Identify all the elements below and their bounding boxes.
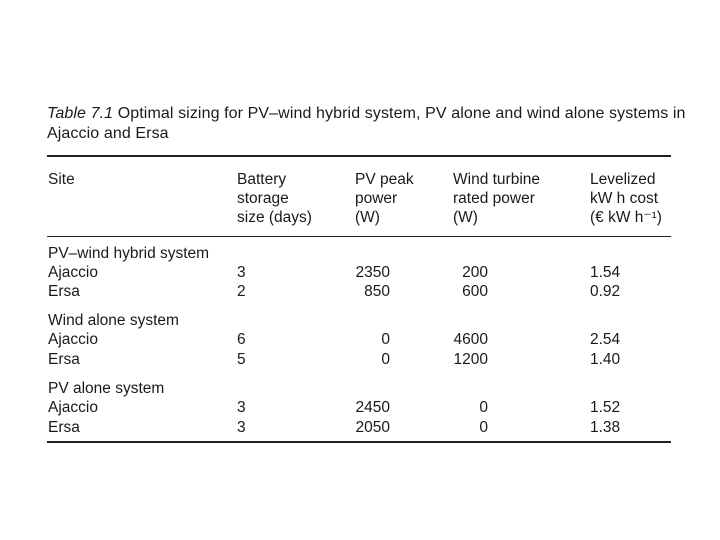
header-wind-line-1: Wind turbine [453,171,541,188]
header-cost-line-3: (€ kW h⁻¹) [590,209,662,226]
row-site: Ajaccio [48,264,98,281]
row-wind: 0 [479,419,488,436]
row-wind: 1200 [453,351,488,368]
row-pv: 2350 [355,264,390,281]
row-battery: 2 [237,283,246,300]
header-cost-line-2: kW h cost [590,190,659,207]
row-pv: 0 [381,351,390,368]
row-cost: 2.54 [590,331,621,348]
table-caption [47,104,687,144]
row-site: Ersa [48,351,80,368]
row-site: Ajaccio [48,399,98,416]
group-title: PV alone system [48,380,165,397]
header-pv [355,170,414,227]
header-site: Site [48,171,75,188]
row-battery: 3 [237,264,246,281]
header-wind [453,170,540,227]
row-site: Ersa [48,419,80,436]
table-caption-text: Optimal sizing for PV–wind hybrid system, PV alone and wind alone systems in Ajaccio and Ersa [47,105,686,142]
row-pv: 850 [364,283,390,300]
row-cost: 1.38 [590,419,621,436]
row-cost: 1.40 [590,351,621,368]
row-battery: 3 [237,399,246,416]
header-battery [237,170,312,227]
group-title: PV–wind hybrid system [48,245,210,262]
row-wind: 600 [462,283,488,300]
row-cost: 0.92 [590,283,621,300]
header-battery-line-1: Battery [237,171,287,188]
row-battery: 5 [237,351,246,368]
header-cost [590,170,662,227]
row-pv: 0 [381,331,390,348]
row-wind: 0 [479,399,488,416]
group-title: Wind alone system [48,312,179,329]
row-wind: 4600 [453,331,488,348]
row-cost: 1.54 [590,264,621,281]
table-bottom-rule [47,441,671,443]
row-battery: 6 [237,331,246,348]
header-wind-line-3: (W) [453,209,478,226]
header-battery-line-2: storage [237,190,289,207]
row-site: Ajaccio [48,331,98,348]
header-wind-line-2: rated power [453,190,535,207]
row-pv: 2050 [355,419,390,436]
header-cost-line-1: Levelized [590,171,656,188]
table-label: Table 7.1 [47,105,114,122]
header-pv-line-2: power [355,190,398,207]
row-pv: 2450 [355,399,390,416]
row-battery: 3 [237,419,246,436]
table-header-rule [47,236,671,237]
header-pv-line-3: (W) [355,209,380,226]
table-top-rule [47,155,671,157]
row-cost: 1.52 [590,399,621,416]
header-pv-line-1: PV peak [355,171,414,188]
header-battery-line-3: size (days) [237,209,312,226]
row-wind: 200 [462,264,488,281]
row-site: Ersa [48,283,80,300]
